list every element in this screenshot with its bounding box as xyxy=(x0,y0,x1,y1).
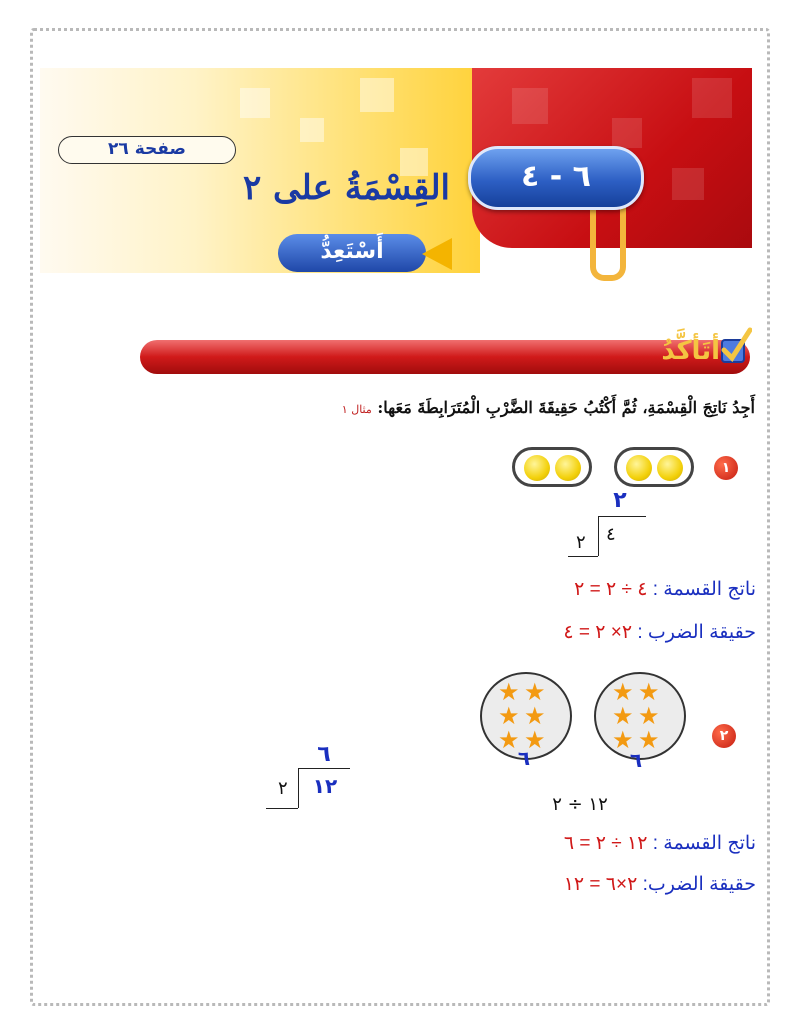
long-division-base-2 xyxy=(266,808,298,809)
right-group-count: ٦ xyxy=(629,748,643,772)
quotient-label: ناتج القسمة : xyxy=(652,833,756,854)
star-icon: ★ xyxy=(612,678,634,706)
ball-icon xyxy=(657,455,683,481)
problem-1-number: ١ xyxy=(714,456,738,480)
star-icon: ★ xyxy=(498,702,520,730)
ball-icon xyxy=(524,455,550,481)
problem-1-quotient-line xyxy=(520,578,756,606)
star-icon: ★ xyxy=(638,726,660,754)
long-division-bar xyxy=(598,516,646,517)
left-group-count: ٦ xyxy=(517,746,531,770)
problem-1-dividend: ٤ xyxy=(606,524,616,545)
star-icon: ★ xyxy=(498,678,520,706)
long-division-bar-2 xyxy=(298,768,350,769)
star-icon: ★ xyxy=(524,702,546,730)
example-reference: مثال ١ xyxy=(341,403,372,416)
problem-2-ldiv-quotient: ٦ xyxy=(317,742,331,767)
long-division-bracket-2 xyxy=(298,768,299,808)
fact-value: ٢× ٢ = ٤ xyxy=(563,622,633,643)
section-label: أتَأكَّدُ xyxy=(661,336,720,366)
star-icon: ★ xyxy=(638,678,660,706)
fact-label: حقيقة الضرب : xyxy=(637,622,756,643)
play-arrow-icon xyxy=(422,238,452,270)
quotient-label: ناتج القسمة : xyxy=(652,579,756,600)
problem-2-ldiv-dividend: ١٢ xyxy=(312,774,338,798)
ball-icon xyxy=(555,455,581,481)
star-group-right xyxy=(594,672,686,760)
quotient-value: ٤ ÷ ٢ = ٢ xyxy=(574,579,648,600)
problem-2-number: ٢ xyxy=(712,724,736,748)
problem-1-divisor: ٢ xyxy=(576,532,586,553)
problem-2-expression: ١٢ ÷ ٢ xyxy=(552,794,608,815)
lesson-title: القِسْمَةُ على ٢ xyxy=(242,168,450,208)
problem-1-quotient: ٢ xyxy=(613,488,627,513)
star-icon: ★ xyxy=(612,726,634,754)
fact-label: حقيقة الضرب: xyxy=(642,874,756,895)
rope-hook-icon xyxy=(590,205,626,281)
ball-group-left xyxy=(512,447,592,487)
ball-group-right xyxy=(614,447,694,487)
instruction-line xyxy=(150,398,755,424)
long-division-base xyxy=(568,556,598,557)
problem-2-ldiv-divisor: ٢ xyxy=(278,778,288,799)
fact-value: ٢×٦ = ١٢ xyxy=(563,874,638,895)
star-icon: ★ xyxy=(638,702,660,730)
ball-icon xyxy=(626,455,652,481)
problem-2-fact-line xyxy=(500,873,756,901)
star-icon: ★ xyxy=(498,726,520,754)
quotient-value: ١٢ ÷ ٢ = ٦ xyxy=(563,833,648,854)
problem-2-quotient-line xyxy=(500,832,756,860)
prepare-button[interactable]: أَسْتَعِدُّ xyxy=(278,234,426,272)
checkmark-icon xyxy=(716,326,752,366)
lesson-number-badge: ٦ - ٤ xyxy=(468,146,644,210)
star-icon: ★ xyxy=(524,678,546,706)
page-reference: صفحة ٢٦ xyxy=(58,136,236,164)
long-division-bracket xyxy=(598,516,599,556)
problem-1-fact-line xyxy=(500,621,756,649)
instruction-text: أَجِدُ نَاتِجَ الْقِسْمَةِ، ثُمَّ أَكْتُبُ حَقِيقَةَ الضَّرْبِ الْمُتَرَابِطَةَ مَعَها: xyxy=(377,398,755,417)
star-icon: ★ xyxy=(612,702,634,730)
star-icon: ★ xyxy=(524,726,546,754)
